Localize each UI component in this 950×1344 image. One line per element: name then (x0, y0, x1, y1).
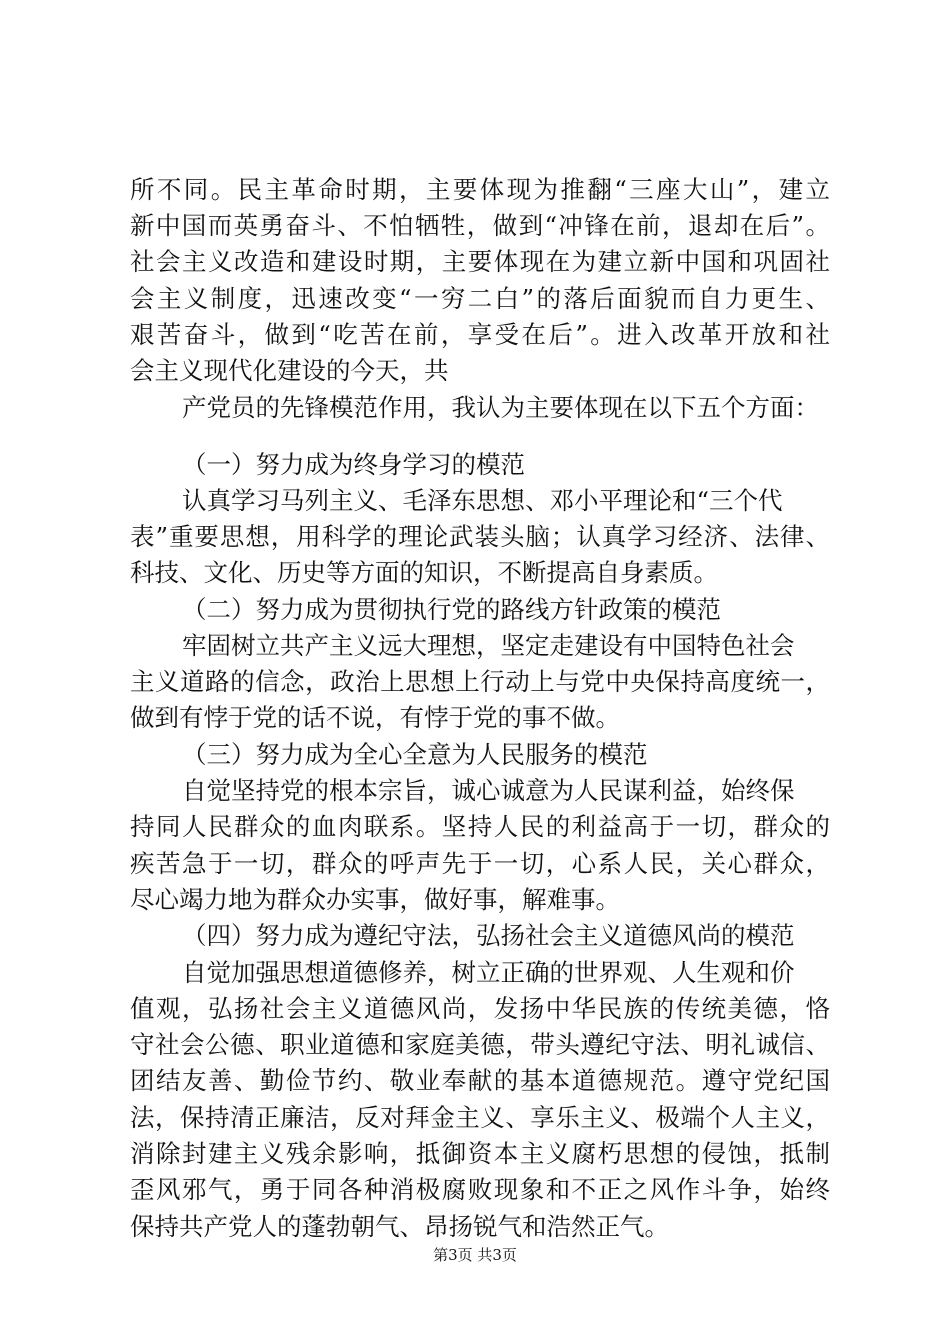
text-line: 所不同。民主革命时期，主要体现为推翻“三座大山”，建立 (130, 175, 830, 204)
section-heading-1: （一）努力成为终身学习的模范 (182, 450, 525, 479)
text-line: 团结友善、勤俭节约、敬业奉献的基本道德规范。遵守党纪国 (130, 1066, 830, 1095)
text-line: 新中国而英勇奋斗、不怕牺牲，做到“冲锋在前，退却在后”。 (130, 211, 830, 240)
text-line: 表”重要思想，用科学的理论武装头脑；认真学习经济、法律、 (130, 522, 830, 551)
text-line: 做到有悖于党的话不说，有悖于党的事不做。 (130, 703, 620, 732)
text-line: 主义道路的信念，政治上思想上行动上与党中央保持高度统一， (130, 667, 830, 696)
text-line: 消除封建主义残余影响，抵御资本主义腐朽思想的侵蚀，抵制 (130, 1139, 830, 1168)
text-line: 会主义制度，迅速改变“一穷二白”的落后面貌而自力更生、 (130, 284, 830, 313)
page-footer: 第3页 共3页 (433, 1246, 517, 1264)
text-line: 产党员的先锋模范作用，我认为主要体现在以下五个方面： (182, 393, 819, 422)
section-heading-2: （二）努力成为贯彻执行党的路线方针政策的模范 (182, 595, 721, 624)
text-line: 科技、文化、历史等方面的知识，不断提高自身素质。 (130, 558, 718, 587)
text-line: 会主义现代化建设的今天，共 (130, 356, 449, 385)
text-line: 认真学习马列主义、毛泽东思想、邓小平理论和“三个代 (182, 486, 783, 515)
text-line: 歪风邪气，勇于同各种消极腐败现象和不正之风作斗争，始终 (130, 1175, 830, 1204)
text-line: 持同人民群众的血肉联系。坚持人民的利益高于一切，群众的 (130, 812, 830, 841)
text-line: 守社会公德、职业道德和家庭美德，带头遵纪守法、明礼诚信、 (130, 1030, 830, 1059)
text-line: 法，保持清正廉洁，反对拜金主义、享乐主义、极端个人主义， (130, 1103, 830, 1132)
text-line: 艰苦奋斗，做到“吃苦在前，享受在后”。进入改革开放和社 (130, 320, 830, 349)
text-line: 社会主义改造和建设时期，主要体现在为建立新中国和巩固社 (130, 247, 830, 276)
text-line: 疾苦急于一切，群众的呼声先于一切，心系人民，关心群众， (130, 849, 830, 878)
text-line: 尽心竭力地为群众办实事，做好事，解难事。 (130, 885, 620, 914)
text-line: 值观，弘扬社会主义道德风尚，发扬中华民族的传统美德，恪 (130, 994, 830, 1023)
text-line: 牢固树立共产主义远大理想，坚定走建设有中国特色社会 (182, 631, 795, 660)
section-heading-3: （三）努力成为全心全意为人民服务的模范 (182, 740, 648, 769)
section-heading-4: （四）努力成为遵纪守法，弘扬社会主义道德风尚的模范 (182, 921, 795, 950)
text-line: 自觉坚持党的根本宗旨，诚心诚意为人民谋利益，始终保 (182, 776, 795, 805)
text-line: 保持共产党人的蓬勃朝气、昂扬锐气和浩然正气。 (130, 1212, 669, 1241)
text-line: 自觉加强思想道德修养，树立正确的世界观、人生观和价 (182, 958, 795, 987)
